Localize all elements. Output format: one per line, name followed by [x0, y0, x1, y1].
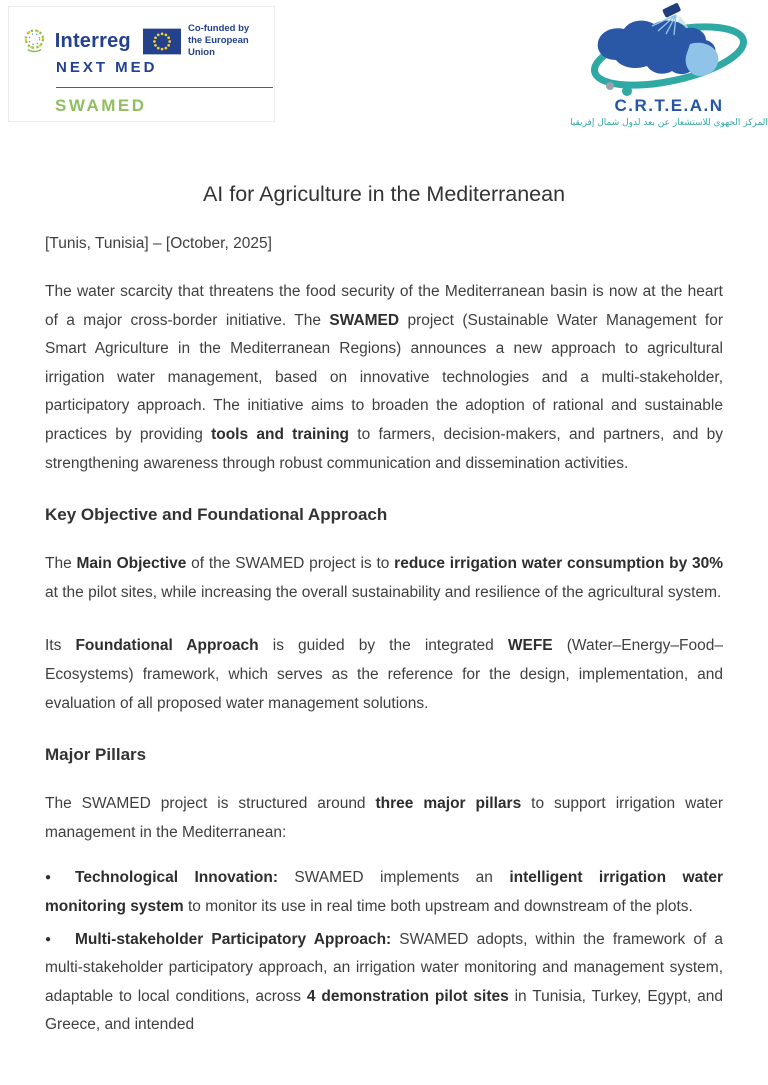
bullet-text [45, 869, 723, 915]
document-body [0, 182, 768, 1040]
text-segment: Its [45, 637, 76, 655]
text-segment: SWAMED [329, 311, 400, 329]
text-segment: Technological Innovation: [75, 869, 278, 887]
document-header [0, 0, 768, 140]
text-segment: intelligent irrigation water monitoring system [45, 869, 724, 915]
interreg-brand-text: Interreg [54, 29, 131, 52]
pillars-intro-paragraph [45, 790, 723, 847]
logo-separator-line [56, 87, 273, 88]
text-segment: tools and training [211, 425, 350, 443]
crtean-arabic-name: المركز الجهوي للاستشعار عن بعد لدول شمال إفريقيا [570, 118, 768, 128]
text-segment: The water scarcity that threatens the food security of the Mediterranean basin is now at the heart of a major cross-border initiative. The [45, 283, 723, 329]
teal-dot-icon [622, 86, 632, 96]
text-segment: is guided by the integrated [258, 637, 508, 655]
text-segment: at the pilot sites, while increasing the overall sustainability and resilience of the agricultural system. [45, 583, 722, 601]
crtean-logo-block [570, 2, 768, 128]
eu-cofunded-line1: Co-funded by [187, 23, 250, 34]
main-objective-paragraph [45, 550, 723, 607]
eu-cofunded-label [188, 23, 274, 59]
text-segment: (Water–Energy–Food–Ecosystems) framework, which serves as the reference for the design, implementation, and evaluation of all proposed water management solutions. [45, 637, 723, 712]
text-segment: SWAMED adopts, within the framework of a multi-stakeholder participatory approach, an irrigation water monitoring and management system, adaptable to local conditions, across [45, 930, 723, 1005]
text-segment: The [45, 555, 77, 573]
text-segment: SWAMED implements an [278, 869, 510, 887]
text-segment: The SWAMED project is structured around [45, 795, 376, 813]
page-title: AI for Agriculture in the Mediterranean [202, 182, 566, 206]
heading-major-pillars: Major Pillars [45, 745, 147, 765]
eu-cofunded-line2: the European Union [187, 35, 249, 58]
bullet-technological-innovation [45, 864, 723, 921]
foundational-approach-paragraph [45, 632, 723, 718]
bullet-text [45, 931, 723, 1034]
bullet-dot-icon: ● [45, 872, 52, 884]
dateline: [Tunis, Tunisia] – [October, 2025] [45, 235, 272, 252]
pillars-bullet-list [45, 864, 723, 1040]
interreg-program-text: NEXT MED [56, 59, 158, 76]
swamed-project-text: SWAMED [55, 96, 147, 115]
intro-paragraph [45, 278, 723, 478]
text-segment: project (Sustainable Water Management for Smart Agriculture in the Mediterranean Regions) announces a new approach to agricultural irrigation water management, based on innovative technologies and a multi-stakeholder, participatory approach. The initiative aims to broaden the adoption of rational and sustainable practices by providing [45, 311, 723, 443]
bullet-dot-icon: ● [45, 933, 52, 945]
text-segment: reduce irrigation water consumption by 30% [394, 555, 723, 573]
text-segment: to farmers, decision-makers, and partners, and by strengthening awareness through robust communication and dissemination activities. [45, 425, 723, 472]
crtean-emblem-icon [584, 2, 754, 98]
text-segment: to support irrigation water management in the Mediterranean: [45, 795, 723, 841]
text-segment: of the SWAMED project is to [186, 555, 395, 573]
gray-dot-icon [606, 82, 614, 90]
text-segment: to monitor its use in real time both upstream and downstream of the plots. [183, 897, 693, 915]
interreg-sunburst-icon [21, 26, 48, 56]
text-segment: in Tunisia, Turkey, Egypt, and Greece, and intended [45, 987, 723, 1034]
crtean-acronym-text: C.R.T.E.A.N [614, 96, 724, 115]
interreg-logo-row [21, 23, 274, 59]
interreg-logo-block [8, 6, 275, 122]
eu-cofunded-block [143, 23, 274, 59]
text-segment: Foundational Approach [75, 637, 259, 655]
text-segment: WEFE [507, 637, 553, 655]
text-segment: Multi-stakeholder Participatory Approach: [75, 930, 392, 948]
eu-flag-icon [143, 28, 181, 55]
text-segment: Main Objective [76, 555, 187, 573]
text-segment: three major pillars [375, 795, 522, 813]
heading-key-objective: Key Objective and Foundational Approach [45, 505, 388, 525]
text-segment: 4 demonstration pilot sites [306, 987, 509, 1005]
bullet-multistakeholder-approach [45, 926, 723, 1040]
